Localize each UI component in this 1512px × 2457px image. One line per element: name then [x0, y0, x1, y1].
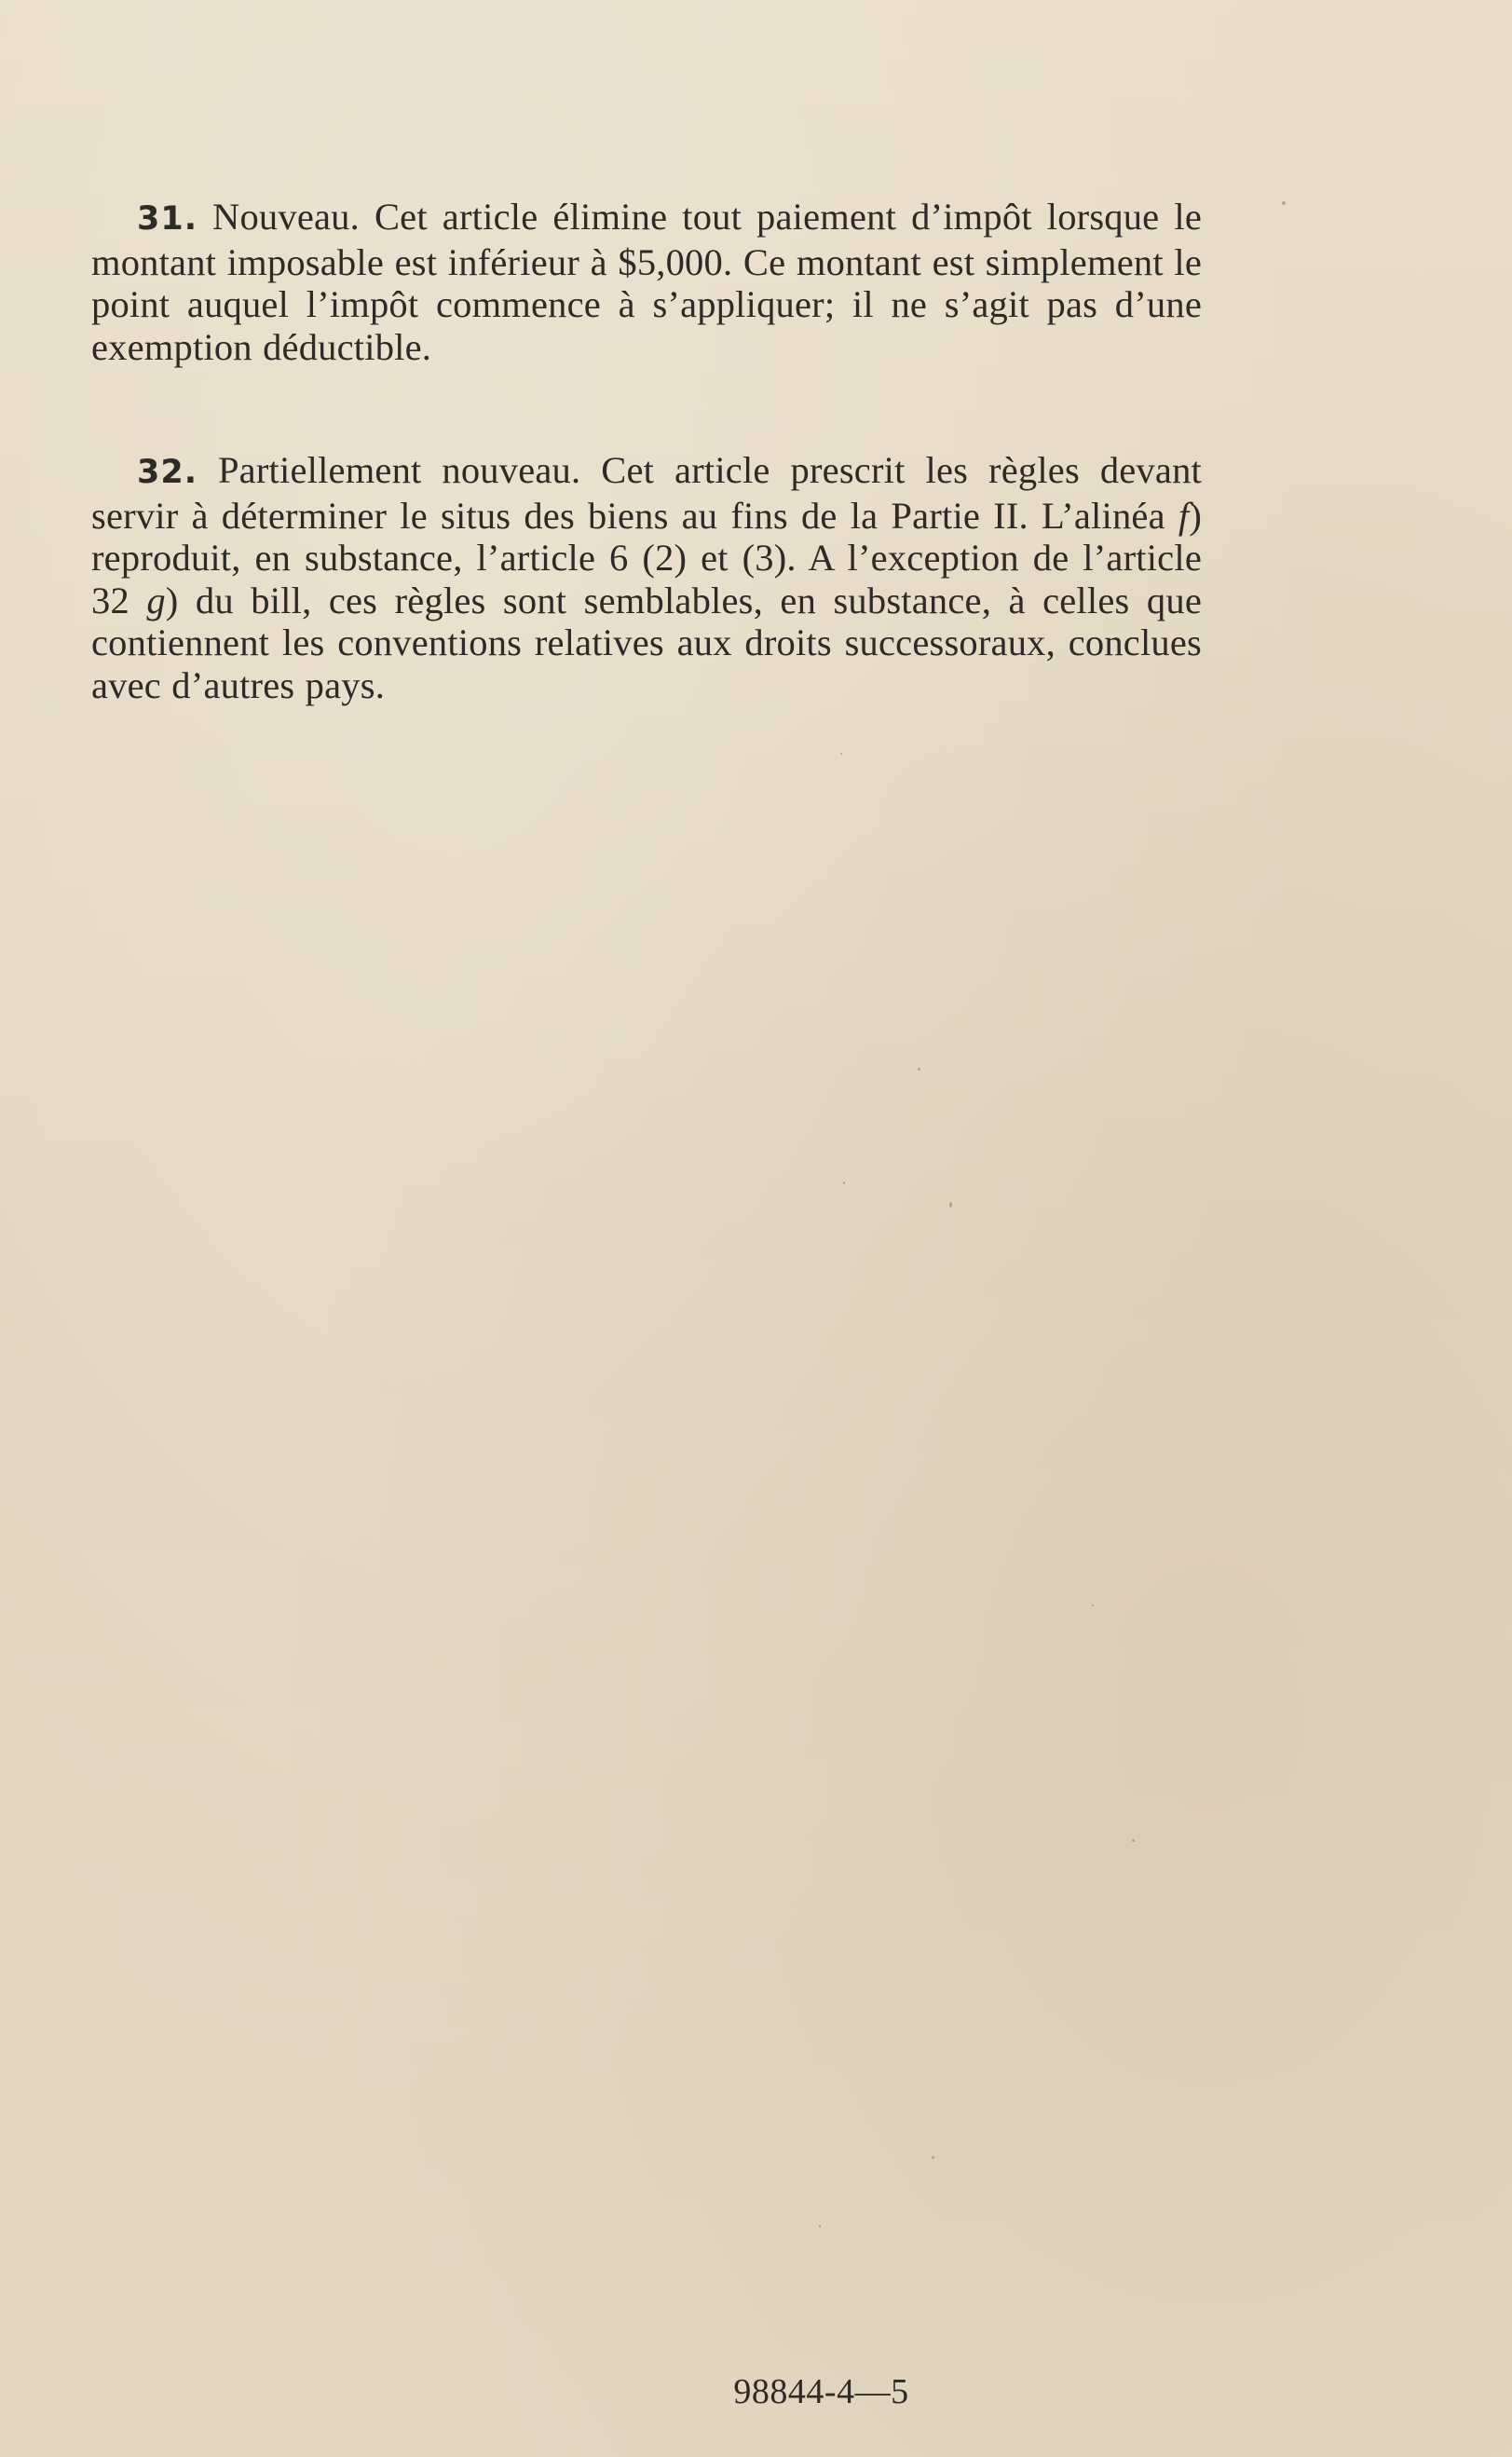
section-32-text-part-3: ) du bill, ces règles sont semblables, en substance, à celles que contiennent les conventions relatives aux droits successoraux, conclues avec d’autres pays.	[91, 579, 1202, 706]
paper-speck	[918, 1068, 920, 1071]
section-32-text-part-1: Partiellement nouveau. Cet article prescrit les règles devant servir à déterminer le situs des biens au fins de la Partie II. L’alinéa	[91, 449, 1203, 537]
paper-speck	[1092, 1604, 1094, 1606]
section-32-paragraph	[91, 449, 1202, 706]
section-31-number: 31.	[137, 200, 198, 238]
section-32-italic-g: g	[146, 579, 166, 621]
section-32-number: 32.	[137, 454, 198, 491]
paper-speck	[843, 1181, 845, 1184]
paper-speck	[1282, 201, 1286, 205]
paper-speck	[932, 2156, 934, 2159]
paper-speck	[1132, 1839, 1135, 1842]
section-31-paragraph	[91, 196, 1202, 368]
section-32-text-part-2: ) reproduit, en substance, l’article 6 (2) et (3). A l’exception de l’article 32	[91, 494, 1202, 621]
section-32-italic-f: f	[1178, 494, 1190, 537]
section-31-text: Nouveau. Cet article élimine tout paiement d’impôt lorsque le montant imposable est inférieur à $5,000. Ce montant est simplement le point auquel l’impôt commence à s’appliquer; il ne s’agit pas d’une exemption déductible.	[91, 196, 1202, 368]
paper-speck	[819, 2225, 821, 2228]
page-footer-code: 98844-4—5	[733, 2372, 909, 2411]
paper-speck	[949, 1202, 952, 1208]
paper-speck	[840, 753, 842, 755]
